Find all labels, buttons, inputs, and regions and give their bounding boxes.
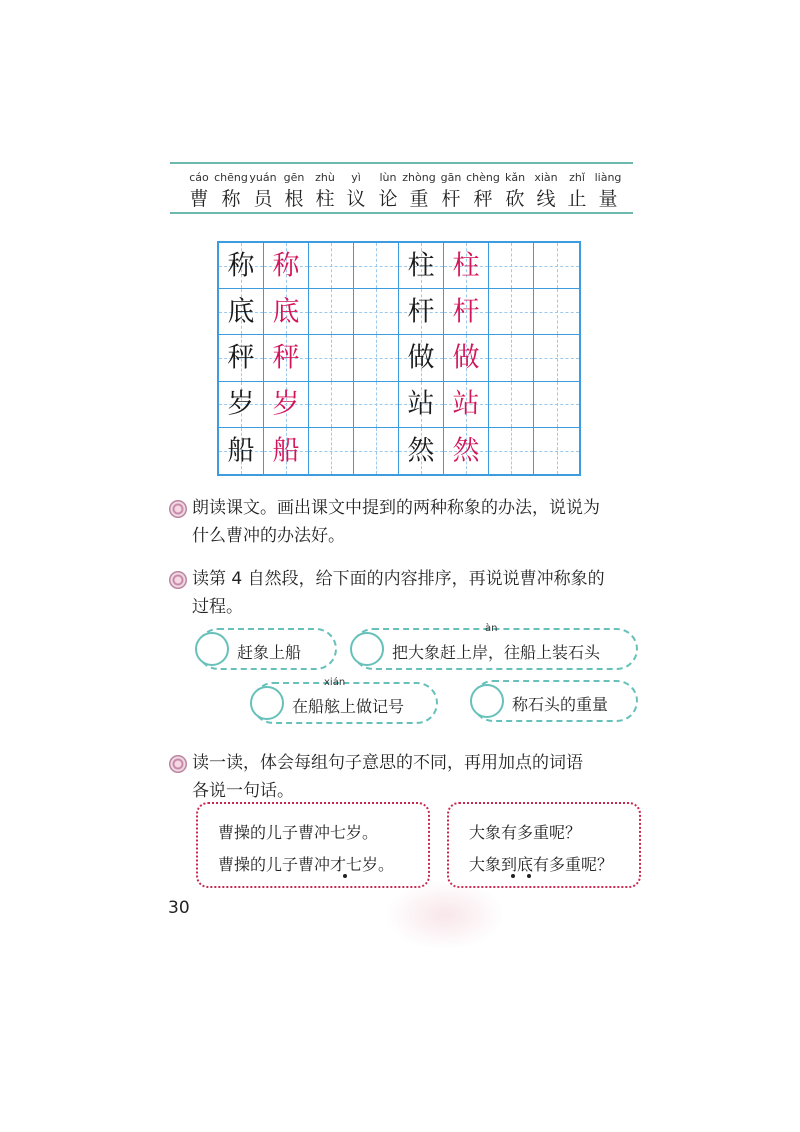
grid-cell xyxy=(444,382,489,428)
grid-cell xyxy=(264,382,309,428)
model-char-red: 称 xyxy=(272,250,300,282)
vocab-char: 重 xyxy=(409,188,429,210)
sentence-box-1 xyxy=(196,802,430,888)
pinyin: xiàn xyxy=(534,171,558,184)
vocab-char: 砍 xyxy=(505,188,525,210)
grid-cell xyxy=(534,428,579,474)
order-answer-circle[interactable] xyxy=(350,632,384,666)
grid-cell xyxy=(309,428,354,474)
vocab-char: 量 xyxy=(598,188,618,210)
grid-cell xyxy=(534,243,579,289)
vocab-bottom-rule xyxy=(170,212,633,214)
grid-cell xyxy=(399,382,444,428)
grid-cell xyxy=(399,335,444,381)
model-char-red: 站 xyxy=(452,388,480,420)
order-item xyxy=(472,680,638,722)
sentence: 大象有多重呢？ xyxy=(469,823,582,842)
exercise-icon xyxy=(169,755,187,773)
grid-cell xyxy=(264,335,309,381)
grid-cell xyxy=(489,382,534,428)
model-char-red: 岁 xyxy=(272,388,300,420)
order-answer-circle[interactable] xyxy=(195,632,229,666)
vocab-char: 曹 xyxy=(189,188,209,210)
pinyin: yuán xyxy=(249,171,277,184)
grid-cell xyxy=(354,428,399,474)
vocab-char: 论 xyxy=(378,188,398,210)
grid-cell xyxy=(399,289,444,335)
order-item-label: 称石头的重量 xyxy=(512,695,609,714)
pinyin: kǎn xyxy=(504,171,526,184)
pinyin: zhù xyxy=(315,171,335,184)
grid-cell xyxy=(534,382,579,428)
order-item xyxy=(252,677,438,724)
ruby-annotation: xián xyxy=(324,677,346,688)
grid-cell xyxy=(354,335,399,381)
vocab-char: 止 xyxy=(567,188,587,210)
grid-cell xyxy=(399,243,444,289)
pinyin: chēng xyxy=(214,171,248,184)
order-item xyxy=(197,628,337,670)
vocab-char: 称 xyxy=(221,188,241,210)
exercise-1-line-2: 什么曹冲的办法好。 xyxy=(192,526,345,546)
grid-cell xyxy=(264,428,309,474)
page-number: 30 xyxy=(168,898,190,918)
grid-cell xyxy=(489,335,534,381)
model-char-red: 然 xyxy=(452,435,480,467)
model-char-red: 柱 xyxy=(452,250,480,282)
exercise-3-line-2: 各说一句话。 xyxy=(192,781,294,801)
sentence-box-2 xyxy=(447,802,641,888)
grid-cell xyxy=(264,289,309,335)
exercise-1-line-1: 朗读课文。画出课文中提到的两种称象的办法，说说为 xyxy=(192,498,600,518)
exercise-icon xyxy=(169,571,187,589)
order-item xyxy=(352,623,638,670)
pinyin: lùn xyxy=(379,171,397,184)
order-answer-circle[interactable] xyxy=(470,684,504,718)
vocab-char: 柱 xyxy=(315,188,335,210)
model-char: 岁 xyxy=(227,388,255,420)
vocab-pinyin-row xyxy=(170,171,633,185)
grid-cell xyxy=(399,428,444,474)
pinyin: gēn xyxy=(283,171,305,184)
model-char-red: 杆 xyxy=(452,296,480,328)
grid-cell xyxy=(444,428,489,474)
model-char-red: 做 xyxy=(452,342,480,374)
vocab-char: 根 xyxy=(284,188,304,210)
grid-cell xyxy=(309,243,354,289)
pinyin: cáo xyxy=(189,171,209,184)
grid-cell xyxy=(444,243,489,289)
vocab-char: 员 xyxy=(253,188,273,210)
exercise-3-line-1: 读一读，体会每组句子意思的不同，再用加点的词语 xyxy=(192,753,583,773)
exercise-2-line-2: 过程。 xyxy=(192,597,243,617)
grid-cell xyxy=(264,243,309,289)
vocab-char: 议 xyxy=(346,188,366,210)
model-char: 称 xyxy=(227,250,255,282)
model-char: 做 xyxy=(407,342,435,374)
order-item-label: 在船舷上做记号 xyxy=(292,697,405,716)
grid-cell xyxy=(219,428,264,474)
model-char: 杆 xyxy=(407,296,435,328)
grid-cell xyxy=(309,335,354,381)
model-char: 柱 xyxy=(407,250,435,282)
pinyin: liàng xyxy=(594,171,622,184)
grid-cell xyxy=(309,382,354,428)
model-char: 站 xyxy=(407,388,435,420)
model-char-red: 船 xyxy=(272,435,300,467)
order-item-label: 赶象上船 xyxy=(237,643,302,662)
grid-cell xyxy=(219,289,264,335)
writing-grid xyxy=(217,241,581,476)
ruby-annotation: àn xyxy=(485,623,498,634)
emphasis-dot xyxy=(343,874,347,878)
grid-cell xyxy=(444,335,489,381)
grid-cell xyxy=(444,289,489,335)
pinyin: gān xyxy=(440,171,462,184)
grid-cell xyxy=(489,428,534,474)
grid-cell xyxy=(309,289,354,335)
grid-cell xyxy=(219,243,264,289)
print-smudge xyxy=(385,880,505,950)
grid-cell xyxy=(489,243,534,289)
exercise-2-text xyxy=(192,565,642,621)
exercise-3-text xyxy=(192,749,642,805)
grid-cell xyxy=(534,289,579,335)
order-item-label: 把大象赶上岸，往船上装石头 xyxy=(392,643,601,662)
exercise-2-line-1: 读第 4 自然段，给下面的内容排序，再说说曹冲称象的 xyxy=(192,569,605,589)
model-char: 秤 xyxy=(227,342,255,374)
pinyin: yì xyxy=(351,171,361,184)
model-char: 船 xyxy=(227,435,255,467)
pinyin: chèng xyxy=(466,171,500,184)
vocab-top-rule xyxy=(170,162,633,164)
sentence: 曹操的儿子曹冲才七岁。 xyxy=(218,855,395,874)
sentence: 大象到底有多重呢？ xyxy=(469,855,614,874)
vocab-hanzi-row xyxy=(170,184,633,210)
order-answer-circle[interactable] xyxy=(250,686,284,720)
emphasis-dot xyxy=(527,874,531,878)
sentence: 曹操的儿子曹冲七岁。 xyxy=(218,823,379,842)
model-char-red: 底 xyxy=(272,296,300,328)
vocab-char: 杆 xyxy=(441,188,461,210)
pinyin: zhòng xyxy=(402,171,436,184)
grid-cell xyxy=(219,382,264,428)
grid-cell xyxy=(489,289,534,335)
model-char: 然 xyxy=(407,435,435,467)
vocab-char: 线 xyxy=(536,188,556,210)
grid-cell xyxy=(354,289,399,335)
emphasis-dot xyxy=(511,874,515,878)
vocab-char: 秤 xyxy=(473,188,493,210)
pinyin: zhǐ xyxy=(569,171,585,184)
model-char: 底 xyxy=(227,296,255,328)
exercise-icon xyxy=(169,500,187,518)
exercise-1-text xyxy=(192,494,642,550)
grid-cell xyxy=(219,335,264,381)
grid-cell xyxy=(534,335,579,381)
model-char-red: 秤 xyxy=(272,342,300,374)
grid-cell xyxy=(354,243,399,289)
grid-cell xyxy=(354,382,399,428)
